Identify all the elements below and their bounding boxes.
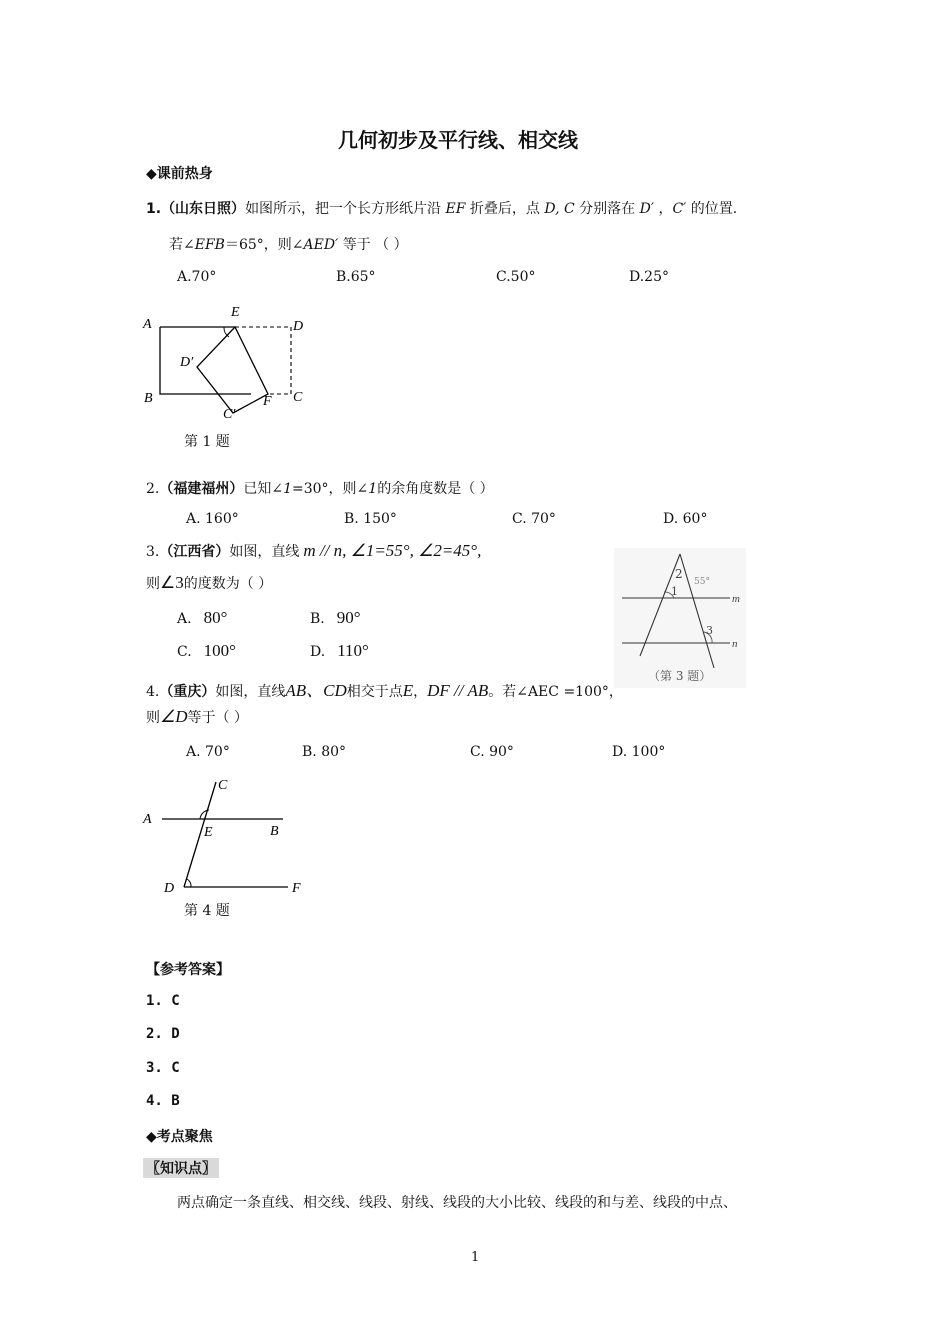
label-A: A bbox=[143, 812, 152, 827]
answer-item: 2. D bbox=[146, 1026, 180, 1042]
question-3-line-1: 3.（江西省）如图，直线 m // n, ∠1=55°, ∠2=45°, bbox=[146, 541, 482, 560]
question-1-line-1: 1.（山东日照）如图所示，把一个长方形纸片沿 EF 折叠后，点 D, C 分别落在 D′ ，C′ 的位置. bbox=[146, 201, 738, 217]
answers-heading: 【参考答案】 bbox=[146, 962, 230, 978]
option-a: A. 160° bbox=[186, 511, 239, 527]
label-C: C bbox=[293, 390, 303, 405]
question-number: 1. bbox=[146, 201, 162, 217]
figure-1-folded-rectangle bbox=[138, 300, 318, 425]
option-c: C. 100° bbox=[177, 641, 236, 660]
question-source: （福建福州） bbox=[159, 481, 244, 497]
option-a: A. 70° bbox=[186, 744, 230, 760]
figure-3-parallel-lines bbox=[614, 548, 746, 688]
question-number: 2. bbox=[146, 481, 160, 497]
question-4-line-2: 则∠D等于（ ） bbox=[146, 707, 248, 726]
label-E: E bbox=[204, 825, 213, 840]
label-D: D bbox=[293, 319, 304, 334]
label-B: B bbox=[270, 824, 279, 839]
label-A: A bbox=[143, 317, 152, 332]
option-c: C. 90° bbox=[470, 744, 514, 760]
question-4-line-1: 4.（重庆）如图，直线AB、CD相交于点E，DF // AB。若∠AEC =100°， bbox=[146, 681, 623, 700]
answer-item: 3. C bbox=[146, 1060, 180, 1076]
label-E: E bbox=[231, 305, 240, 320]
label-B: B bbox=[144, 391, 153, 406]
label-2: 2 bbox=[675, 567, 683, 581]
annotation-55: 55° bbox=[694, 577, 710, 587]
question-source: （山东日照） bbox=[161, 201, 246, 217]
question-source: （江西省） bbox=[159, 544, 230, 560]
answer-item: 1. C bbox=[146, 993, 180, 1009]
page-title: 几何初步及平行线、相交线 bbox=[338, 128, 578, 152]
figure-1-caption: 第 1 题 bbox=[184, 434, 230, 450]
question-number: 4. bbox=[146, 684, 160, 700]
label-m: m bbox=[732, 593, 740, 605]
knowledge-paragraph: 两点确定一条直线、相交线、线段、射线、线段的大小比较、线段的和与差、线段的中点、 bbox=[177, 1195, 737, 1211]
label-n: n bbox=[732, 638, 738, 650]
option-d: D. 100° bbox=[612, 744, 666, 760]
section-warmup-heading: ◆课前热身 bbox=[146, 166, 213, 182]
label-C-prime: C′ bbox=[223, 407, 236, 422]
option-b: B. 150° bbox=[344, 511, 397, 527]
option-d: D. 60° bbox=[663, 511, 708, 527]
question-2-line-1: 2.（福建福州）已知∠1=30°，则∠1的余角度数是（ ） bbox=[146, 481, 494, 497]
option-a: A. 80° bbox=[177, 608, 228, 627]
label-C: C bbox=[218, 778, 228, 793]
page-number: 1 bbox=[471, 1250, 480, 1265]
option-d: D. 110° bbox=[310, 641, 369, 660]
option-c: C.50° bbox=[496, 269, 536, 285]
knowledge-point-tag: 〖知识点〗 bbox=[143, 1158, 219, 1178]
option-c: C. 70° bbox=[512, 511, 556, 527]
option-b: B. 90° bbox=[310, 608, 361, 627]
question-3-line-2: 则∠3的度数为（ ） bbox=[146, 573, 273, 592]
label-3: 3 bbox=[706, 624, 713, 637]
figure-3-caption: （第 3 题） bbox=[648, 669, 712, 683]
question-number: 3. bbox=[146, 544, 160, 560]
label-F: F bbox=[263, 394, 272, 409]
option-a: A.70° bbox=[177, 269, 217, 285]
label-1: 1 bbox=[671, 585, 678, 598]
question-1-line-2: 若∠EFB＝65°，则∠AED′ 等于 （ ） bbox=[169, 237, 408, 253]
option-d: D.25° bbox=[629, 269, 669, 285]
label-F: F bbox=[292, 881, 301, 896]
option-b: B.65° bbox=[336, 269, 376, 285]
section-focus-heading: ◆考点聚焦 bbox=[146, 1129, 213, 1145]
option-b: B. 80° bbox=[302, 744, 347, 760]
label-D: D bbox=[164, 881, 175, 896]
question-source: （重庆） bbox=[159, 684, 216, 700]
figure-4-caption: 第 4 题 bbox=[184, 903, 230, 919]
figure-4-intersecting-lines bbox=[138, 770, 318, 900]
label-D-prime: D′ bbox=[180, 355, 194, 370]
answer-item: 4. B bbox=[146, 1093, 180, 1109]
